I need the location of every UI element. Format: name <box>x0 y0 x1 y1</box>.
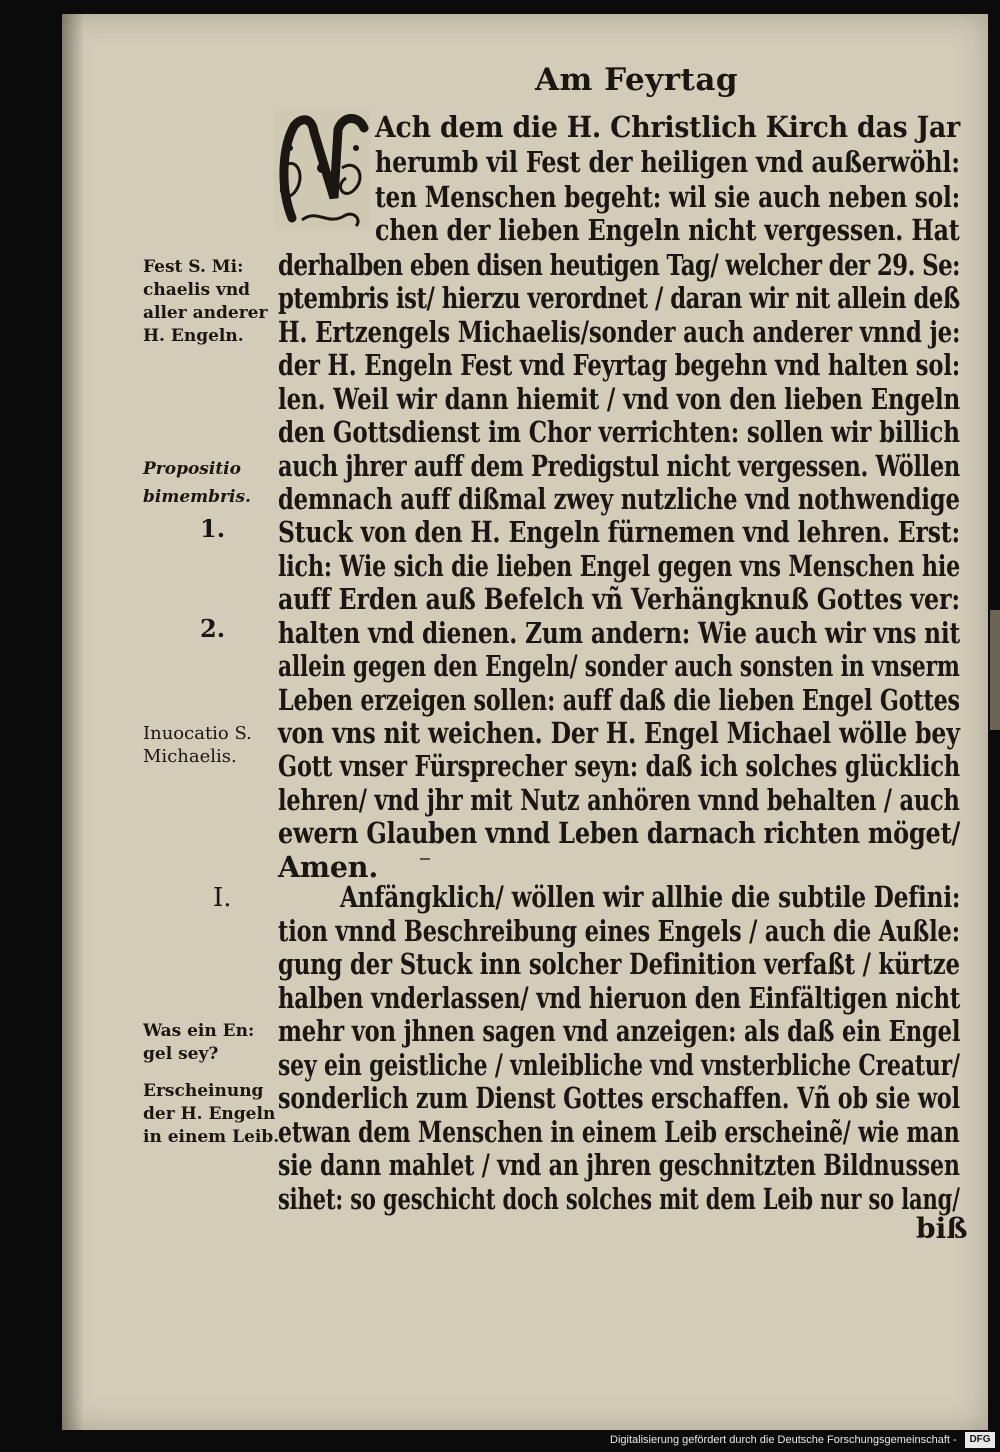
body-line: von vns nit weichen. Der H. Engel Michael wölle bey <box>278 716 960 750</box>
body-line: sie dann mahlet / vnd an jhren geschnitzten Bildnussen <box>278 1148 960 1182</box>
body-line: chen der lieben Engeln nicht vergessen. Hat <box>375 213 960 247</box>
margin-note-line: Was ein En: <box>143 1021 255 1041</box>
catchword: biß <box>916 1212 968 1245</box>
margin-note-was <box>143 1020 254 1066</box>
margin-note-line: Propositio <box>143 459 241 479</box>
body-line: sihet: so geschicht doch solches mit dem Leib nur so lang/ <box>278 1182 960 1216</box>
footer-credit: Digitalisierung gefördert durch die Deutsche Forschungsgemeinschaft - <box>610 1434 957 1446</box>
body-line: ewern Glauben vnnd Leben darnach richten möget/ <box>278 816 961 850</box>
body-line: Gott vnser Fürsprecher seyn: daß ich solches glücklich <box>278 749 960 783</box>
body-line: allein gegen den Engeln/ sonder auch sonsten in vnserm <box>278 649 960 683</box>
body-line: Ach dem die H. Christlich Kirch das Jar <box>375 110 961 144</box>
body-line: derhalben eben disen heutigen Tag/ welcher der 29. Se: <box>278 248 960 282</box>
margin-note-line: aller anderer <box>143 303 268 323</box>
body-line: H. Ertzengels Michaelis/sonder auch anderer vnnd je: <box>278 315 961 349</box>
margin-note-line: Inuocatio S. <box>143 723 252 744</box>
body-line: Anfängklich/ wöllen wir allhie die subtile Defini: <box>340 880 961 914</box>
body-line: halten vnd dienen. Zum andern: Wie auch wir vns nit <box>278 616 961 650</box>
running-head: Am Feyrtag <box>535 62 739 98</box>
body-line: ptembris ist/ hierzu verordnet / daran wir nit allein deß <box>278 281 960 315</box>
body-line: den Gottsdienst im Chor verrichten: sollen wir billich <box>278 415 960 449</box>
body-line: Amen. <box>278 850 379 884</box>
margin-number-1: 1. <box>200 514 226 543</box>
body-line: sey ein geistliche / vnleibliche vnd vnsterbliche Creatur/ <box>278 1048 960 1082</box>
margin-note-line: in einem Leib. <box>143 1127 280 1147</box>
margin-note-line: chaelis vnd <box>143 280 251 300</box>
margin-note-line: Fest S. Mi: <box>143 257 244 277</box>
body-line: gung der Stuck inn solcher Definition verfaßt / kürtze <box>278 947 960 981</box>
dfg-logo: DFG <box>965 1432 995 1448</box>
body-line: Leben erzeigen sollen: auff daß die lieben Engel Gottes <box>278 683 960 717</box>
margin-note-line: bimembris. <box>143 487 251 507</box>
decorated-initial-n <box>272 108 372 232</box>
margin-note-propositio <box>143 455 251 511</box>
body-line: der H. Engeln Fest vnd Feyrtag begehn vnd halten sol: <box>278 348 961 382</box>
body-line: demnach auff dißmal zwey nutzliche vnd nothwendige <box>278 482 960 516</box>
margin-note-fest <box>143 256 267 348</box>
body-line: halben vnderlassen/ vnd hieruon den Einfältigen nicht <box>278 981 961 1015</box>
body-line: auch jhrer auff dem Predigstul nicht vergessen. Wöllen <box>278 449 960 483</box>
margin-note-line: Michaelis. <box>143 746 237 767</box>
body-line: lich: Wie sich die lieben Engel gegen vns Menschen hie <box>278 549 961 583</box>
margin-note-line: gel sey? <box>143 1044 219 1064</box>
body-line: sonderlich zum Dienst Gottes erschaffen. Vñ ob sie wol <box>278 1081 960 1115</box>
page-gutter-shadow <box>62 14 84 1430</box>
margin-note-line: der H. Engeln <box>143 1104 276 1124</box>
body-line: tion vnnd Beschreibung eines Engels / auch die Außle: <box>278 914 960 948</box>
body-line: ten Menschen begeht: wil sie auch neben sol: <box>375 180 961 214</box>
page-edge-mark <box>990 610 1000 730</box>
body-line: herumb vil Fest der heiligen vnd außerwöhl: <box>375 145 960 179</box>
margin-note-line: H. Engeln. <box>143 326 244 346</box>
body-line: mehr von jhnen sagen vnd anzeigen: als daß ein Engel <box>278 1014 961 1048</box>
margin-note-erscheinung <box>143 1080 279 1149</box>
margin-note-inuocatio <box>143 722 252 768</box>
body-line: auff Erden auß Befelch vñ Verhängknuß Gottes ver: <box>278 582 960 616</box>
margin-number-2: 2. <box>200 614 226 643</box>
body-line: etwan dem Menschen in einem Leib erscheinẽ/ wie man <box>278 1115 960 1149</box>
body-line: Stuck von den H. Engeln fürnemen vnd lehren. Erst: <box>278 515 960 549</box>
margin-roman-1: I. <box>213 883 232 913</box>
margin-note-line: Erscheinung <box>143 1081 264 1101</box>
body-line: lehren/ vnd jhr mit Nutz anhören vnnd behalten / auch <box>278 783 960 817</box>
ink-mark <box>420 858 430 860</box>
body-line: len. Weil wir dann hiemit / vnd von den lieben Engeln <box>278 382 961 416</box>
